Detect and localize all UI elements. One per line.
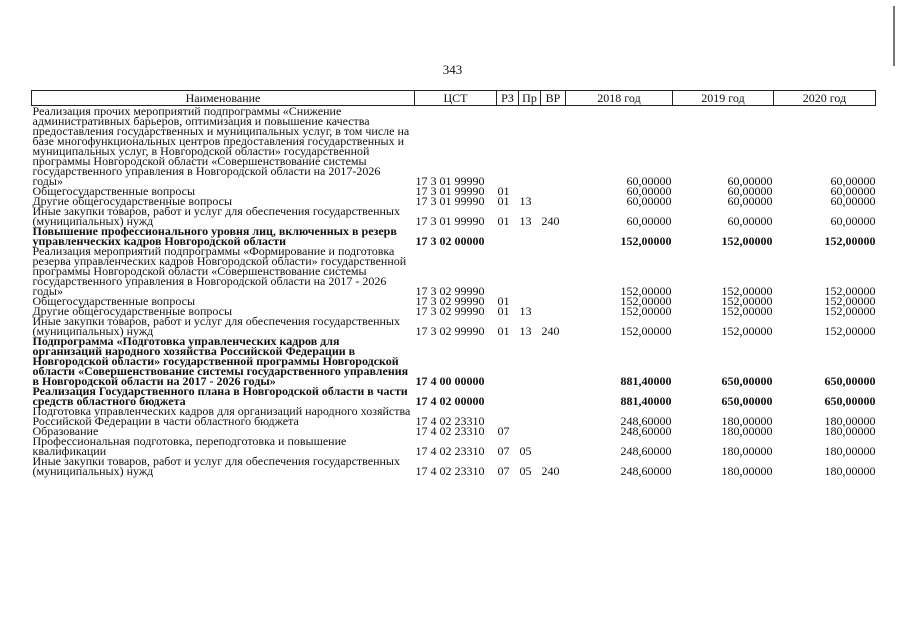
header-name: Наименование bbox=[32, 91, 415, 106]
cell-y2020: 60,00000 bbox=[830, 194, 876, 208]
cell-y2020: 152,00000 bbox=[824, 284, 876, 298]
cell-name: Реализация прочих мероприятий подпрограммы «Снижение административных барьеров, оптимизация и повышение качества предоставления государственных и муниципальных услуг, в том числе на базе многофункциональных центров предоставления государственных и муниципальных услуг, в Новгородской области» государственной программы Новгородской области «Совершенствование системы государственного управления в Новгородской области на 2017-2026 годы» bbox=[32, 104, 410, 188]
cell-cst: 17 3 01 99990 bbox=[415, 214, 485, 228]
cell-rz bbox=[497, 386, 519, 406]
cell-name: Общегосударственные вопросы bbox=[32, 184, 196, 198]
cell-name: Иные закупки товаров, работ и услуг для обеспечения государственных (муниципальных) нужд bbox=[32, 314, 400, 338]
cell-rz: 01 bbox=[497, 304, 510, 318]
cell-y2019: 650,00000 bbox=[721, 374, 773, 388]
cell-pr: 13 bbox=[519, 214, 532, 228]
cell-y2020: 60,00000 bbox=[830, 174, 876, 188]
cell-cst: 17 3 01 99990 bbox=[415, 184, 485, 198]
cell-name: Реализация мероприятий подпрограммы «Формирование и подготовка резерва управленческих кадров Новгородской области» государственной программы Новгородской области «Совершенствование системы государственного управления в Новгородской области на 2017 - 2026 годы» bbox=[32, 244, 407, 298]
header-pr: Пр bbox=[519, 91, 541, 106]
cell-pr: 13 bbox=[519, 324, 532, 338]
cell-cst: 17 3 01 99990 bbox=[415, 194, 485, 208]
header-cst: ЦСТ bbox=[415, 91, 497, 106]
cell-pr bbox=[519, 246, 541, 296]
page-number: 343 bbox=[442, 62, 463, 77]
cell-y2020: 60,00000 bbox=[830, 214, 876, 228]
cell-y2020: 152,00000 bbox=[824, 324, 876, 338]
cell-rz: 01 bbox=[497, 194, 510, 208]
table-row bbox=[32, 206, 876, 226]
cell-y2018: 248,60000 bbox=[620, 444, 672, 458]
cell-cst: 17 3 02 99990 bbox=[415, 284, 485, 298]
budget-table bbox=[31, 90, 876, 476]
cell-pr bbox=[519, 336, 541, 386]
cell-cst: 17 4 00 00000 bbox=[415, 374, 485, 388]
cell-y2018: 152,00000 bbox=[620, 324, 672, 338]
header-2020: 2020 год bbox=[774, 91, 876, 106]
cell-vr: 240 bbox=[541, 464, 560, 478]
table-row bbox=[32, 246, 876, 296]
header-rz: РЗ bbox=[497, 91, 519, 106]
cell-y2020: 180,00000 bbox=[824, 424, 876, 438]
cell-vr bbox=[541, 106, 566, 187]
cell-pr bbox=[519, 226, 541, 246]
cell-y2019: 60,00000 bbox=[727, 214, 773, 228]
cell-pr bbox=[519, 106, 541, 187]
cell-y2019: 180,00000 bbox=[721, 424, 773, 438]
cell-y2019: 152,00000 bbox=[721, 324, 773, 338]
cell-vr bbox=[541, 296, 566, 306]
cell-vr bbox=[541, 246, 566, 296]
table-row bbox=[32, 316, 876, 336]
cell-y2020: 180,00000 bbox=[824, 414, 876, 428]
cell-y2020: 60,00000 bbox=[830, 184, 876, 198]
cell-vr bbox=[541, 426, 566, 436]
cell-vr bbox=[541, 406, 566, 426]
cell-rz: 07 bbox=[497, 424, 510, 438]
cell-vr bbox=[541, 226, 566, 246]
cell-rz: 01 bbox=[497, 214, 510, 228]
cell-name: Реализация Государственного плана в Новгородской области в части средств областного бюджета bbox=[32, 384, 408, 408]
cell-name: Другие общегосударственные вопросы bbox=[32, 194, 233, 208]
cell-y2018: 60,00000 bbox=[626, 174, 672, 188]
cell-y2020: 180,00000 bbox=[824, 464, 876, 478]
cell-y2018: 152,00000 bbox=[620, 304, 672, 318]
cell-y2019: 152,00000 bbox=[721, 294, 773, 308]
cell-name: Общегосударственные вопросы bbox=[32, 294, 196, 308]
table-body bbox=[32, 106, 876, 477]
cell-pr: 05 bbox=[519, 464, 532, 478]
cell-y2020: 152,00000 bbox=[824, 294, 876, 308]
cell-name: Иные закупки товаров, работ и услуг для обеспечения государственных (муниципальных) нужд bbox=[32, 454, 400, 478]
cell-cst: 17 3 02 99990 bbox=[415, 304, 485, 318]
cell-rz bbox=[497, 106, 519, 187]
cell-name: Образование bbox=[32, 424, 99, 438]
table-row bbox=[32, 386, 876, 406]
cell-name: Повышение профессионального уровня лиц, включенных в резерв управленческих кадров Новгородской области bbox=[32, 224, 397, 248]
cell-y2018: 60,00000 bbox=[626, 214, 672, 228]
cell-rz: 01 bbox=[497, 294, 510, 308]
cell-y2019: 650,00000 bbox=[721, 394, 773, 408]
cell-cst: 17 4 02 23310 bbox=[415, 424, 485, 438]
cell-y2018: 152,00000 bbox=[620, 284, 672, 298]
cell-y2018: 881,40000 bbox=[620, 374, 672, 388]
cell-y2018: 248,60000 bbox=[620, 464, 672, 478]
cell-cst: 17 4 02 00000 bbox=[415, 394, 485, 408]
cell-cst: 17 3 02 00000 bbox=[415, 234, 485, 248]
cell-y2018: 60,00000 bbox=[626, 194, 672, 208]
scan-edge-mark bbox=[893, 6, 895, 66]
cell-cst: 17 4 02 23310 bbox=[415, 444, 485, 458]
cell-y2018: 60,00000 bbox=[626, 184, 672, 198]
cell-name: Иные закупки товаров, работ и услуг для обеспечения государственных (муниципальных) нужд bbox=[32, 204, 400, 228]
cell-y2019: 60,00000 bbox=[727, 184, 773, 198]
cell-y2019: 180,00000 bbox=[721, 464, 773, 478]
cell-y2018: 248,60000 bbox=[620, 414, 672, 428]
cell-vr bbox=[541, 336, 566, 386]
cell-y2020: 180,00000 bbox=[824, 444, 876, 458]
cell-pr: 13 bbox=[519, 194, 532, 208]
cell-y2019: 60,00000 bbox=[727, 174, 773, 188]
cell-cst: 17 3 02 99990 bbox=[415, 294, 485, 308]
cell-name: Подпрограмма «Подготовка управленческих кадров для организаций народного хозяйства Российской Федерации в Новгородской области» государственной программы Новгородской области «Совершенствование системы государственного управления в Новгородской области на 2017 - 2026 годы» bbox=[32, 334, 409, 388]
table-row bbox=[32, 406, 876, 426]
cell-name: Другие общегосударственные вопросы bbox=[32, 304, 233, 318]
cell-y2020: 650,00000 bbox=[824, 374, 876, 388]
cell-y2018: 248,60000 bbox=[620, 424, 672, 438]
cell-name: Профессиональная подготовка, переподготовка и повышение квалификации bbox=[32, 434, 347, 458]
table-row bbox=[32, 226, 876, 246]
cell-cst: 17 3 01 99990 bbox=[415, 174, 485, 188]
cell-pr: 05 bbox=[519, 444, 532, 458]
cell-vr: 240 bbox=[541, 324, 560, 338]
cell-y2018: 881,40000 bbox=[620, 394, 672, 408]
cell-vr bbox=[541, 436, 566, 456]
cell-y2018: 152,00000 bbox=[620, 294, 672, 308]
cell-cst: 17 4 02 23310 bbox=[415, 464, 485, 478]
table-row bbox=[32, 336, 876, 386]
cell-rz: 07 bbox=[497, 464, 510, 478]
cell-rz bbox=[497, 246, 519, 296]
cell-rz bbox=[497, 226, 519, 246]
cell-pr bbox=[519, 386, 541, 406]
cell-vr: 240 bbox=[541, 214, 560, 228]
header-2018: 2018 год bbox=[566, 91, 673, 106]
table-row bbox=[32, 436, 876, 456]
cell-y2018: 152,00000 bbox=[620, 234, 672, 248]
cell-cst: 17 4 02 23310 bbox=[415, 414, 485, 428]
cell-y2019: 60,00000 bbox=[727, 194, 773, 208]
cell-pr bbox=[519, 426, 541, 436]
cell-y2019: 152,00000 bbox=[721, 284, 773, 298]
header-vr: ВР bbox=[541, 91, 566, 106]
cell-y2020: 152,00000 bbox=[824, 304, 876, 318]
cell-y2019: 152,00000 bbox=[721, 234, 773, 248]
cell-y2020: 650,00000 bbox=[824, 394, 876, 408]
cell-y2019: 152,00000 bbox=[721, 304, 773, 318]
cell-rz: 07 bbox=[497, 444, 510, 458]
cell-y2019: 180,00000 bbox=[721, 414, 773, 428]
cell-rz: 01 bbox=[497, 324, 510, 338]
header-2019: 2019 год bbox=[673, 91, 774, 106]
table-row bbox=[32, 456, 876, 476]
cell-vr bbox=[541, 306, 566, 316]
cell-rz bbox=[497, 406, 519, 426]
cell-rz: 01 bbox=[497, 184, 510, 198]
cell-y2020: 152,00000 bbox=[824, 234, 876, 248]
cell-vr bbox=[541, 186, 566, 196]
cell-pr: 13 bbox=[519, 304, 532, 318]
cell-pr bbox=[519, 406, 541, 426]
cell-rz bbox=[497, 336, 519, 386]
cell-vr bbox=[541, 386, 566, 406]
table-row bbox=[32, 106, 876, 187]
cell-cst: 17 3 02 99990 bbox=[415, 324, 485, 338]
cell-y2019: 180,00000 bbox=[721, 444, 773, 458]
cell-name: Подготовка управленческих кадров для организаций народного хозяйства Российской Федерации в части областного бюджета bbox=[32, 404, 411, 428]
cell-vr bbox=[541, 196, 566, 206]
